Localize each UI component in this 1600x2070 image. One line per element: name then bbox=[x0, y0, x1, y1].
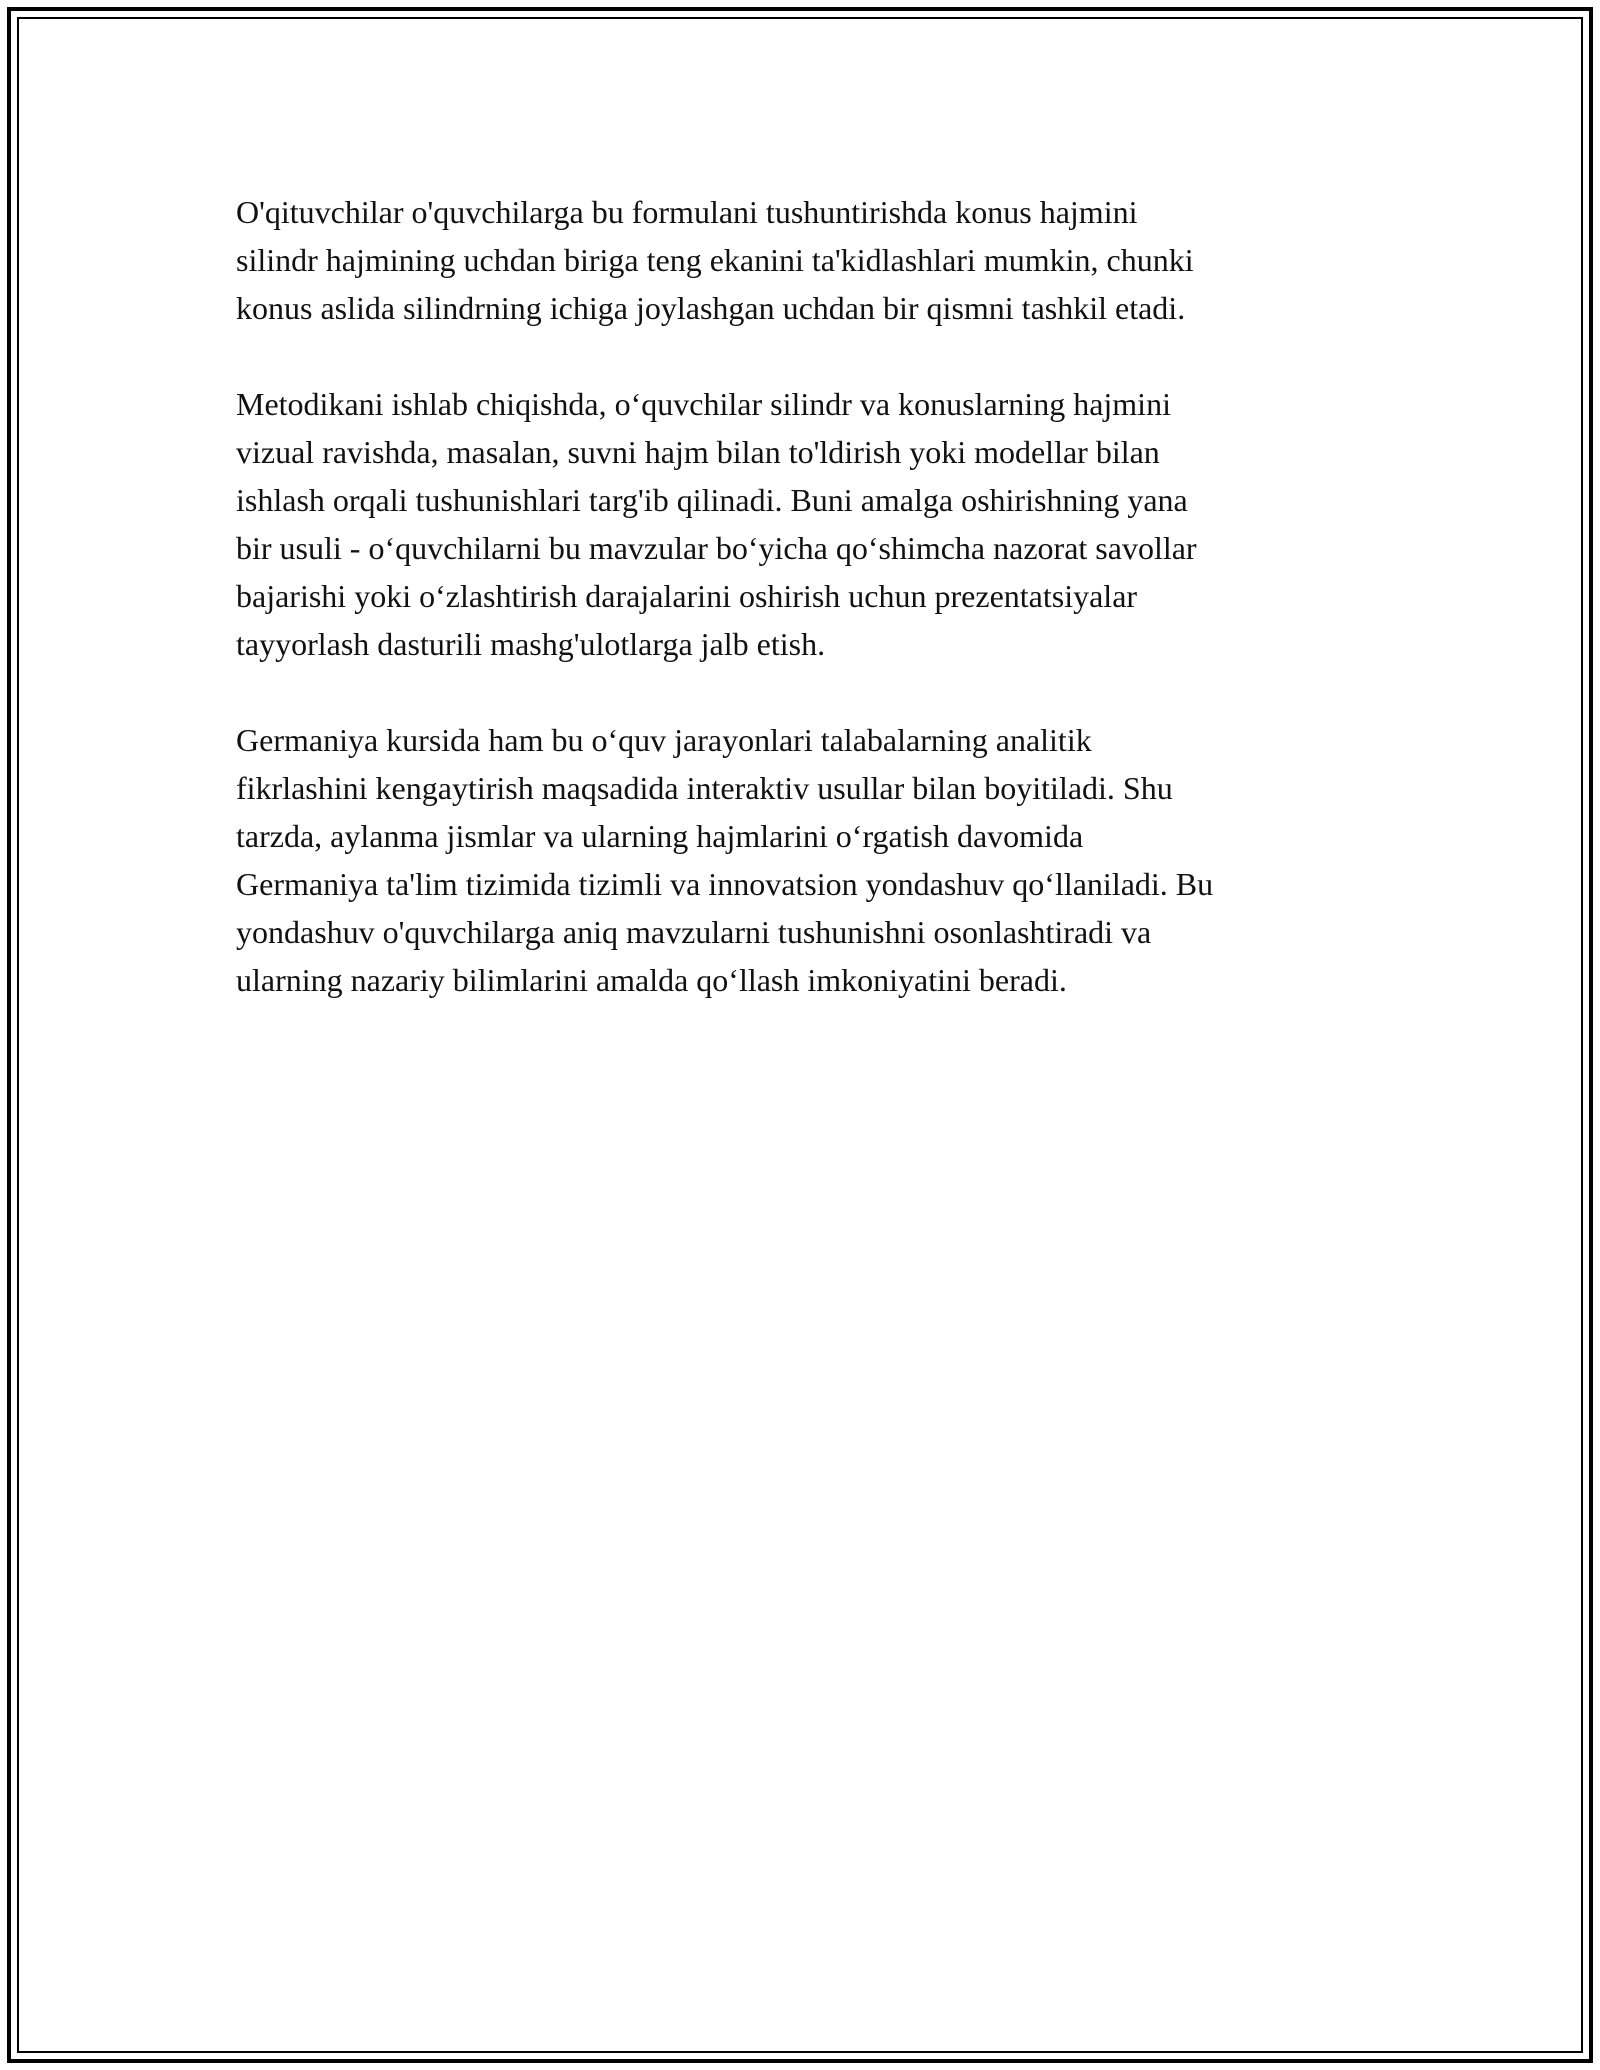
paragraph-2: Metodikani ishlab chiqishda, o‘quvchilar silindr va konuslarning hajmini vizual ravishda, masalan, suvni hajm bilan to'ldirish yoki modellar bilan ishlash orqali tushunishlari targ'ib qilinadi. Buni amalga oshirishning yana bir usuli - o‘quvchilarni bu mavzular bo‘yicha qo‘shimcha nazorat savollar bajarishi yoki o‘zlashtirish darajalarini oshirish uchun prezentatsiyalar tayyorlash dasturili mashg'ulotlarga jalb etish. bbox=[236, 386, 1197, 662]
paragraph-1: O'qituvchilar o'quvchilarga bu formulani tushuntirishda konus hajmini silindr hajmining uchdan biriga teng ekanini ta'kidlashlari mumkin, chunki konus aslida silindrning ichiga joylashgan uchdan bir qismni tashkil etadi. bbox=[236, 194, 1194, 326]
paragraph-3: Germaniya kursida ham bu o‘quv jarayonlari talabalarning analitik fikrlashini kengaytirish maqsadida interaktiv usullar bilan boyitiladi. Shu tarzda, aylanma jismlar va ularning hajmlarini o‘rgatish davomida Germaniya ta'lim tizimida tizimli va innovatsion yondashuv qo‘llaniladi. Bu yondashuv o'quvchilarga aniq mavzularni tushunishni osonlashtiradi va ularning nazariy bilimlarini amalda qo‘llash imkoniyatini beradi. bbox=[236, 722, 1214, 998]
document-body bbox=[236, 188, 1366, 1052]
